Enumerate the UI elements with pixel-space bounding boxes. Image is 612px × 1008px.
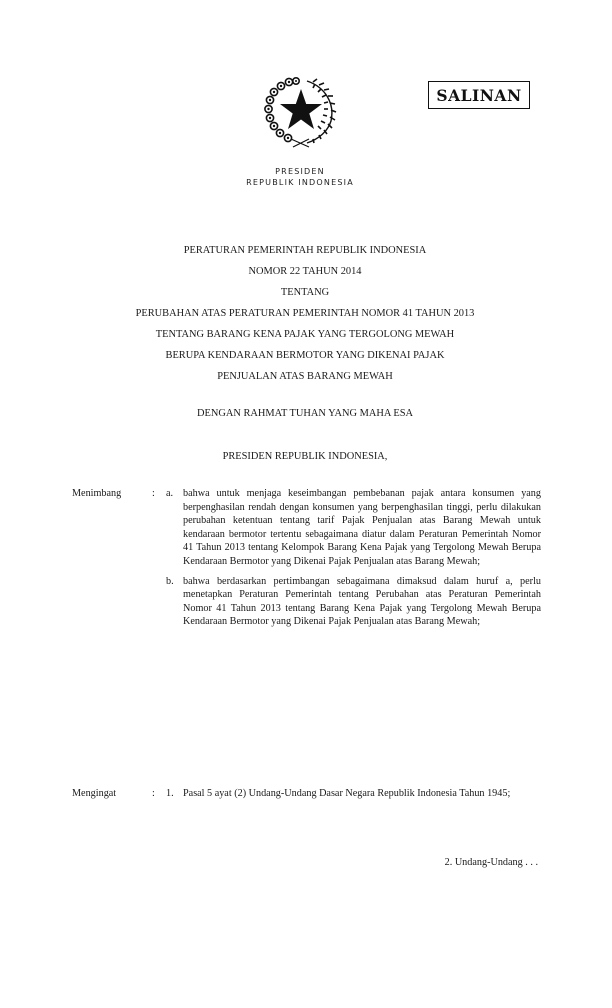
consideration-item [72, 487, 542, 569]
emblem-caption-republik: REPUBLIK INDONESIA [246, 178, 354, 187]
regulation-title [60, 240, 550, 387]
page-continuation: 2. Undang-Undang . . . [444, 857, 538, 868]
mengingat-section [72, 787, 542, 801]
title-line: TENTANG BARANG KENA PAJAK YANG TERGOLONG MEWAH [155, 329, 455, 340]
section-label: Mengingat [72, 788, 117, 799]
item-text: bahwa untuk menjaga keseimbangan pembebanan pajak antara konsumen yang berpenghasilan rendah dengan konsumen yang berpenghasilan tinggi, perlu dilakukan perubahan ketentuan tentang tarif Pajak Penjualan atas Barang Mewah untuk kendaraan bermotor tertentu sebagaimana diatur dalam Peraturan Pemerintah Nomor 41 Tahun 2013 tentang Kelompok Barang Kena Pajak yang Tergolong Mewah Berupa Kendaraan Bermotor yang Dikenai Pajak Penjualan atas Barang Mewah; [183, 488, 541, 567]
preamble-rahmat: DENGAN RAHMAT TUHAN YANG MAHA ESA [197, 408, 413, 419]
item-text: Pasal 5 ayat (2) Undang-Undang Dasar Negara Republik Indonesia Tahun 1945; [183, 788, 511, 799]
title-line: BERUPA KENDARAAN BERMOTOR YANG DIKENAI PAJAK [165, 350, 445, 361]
preamble-presiden: PRESIDEN REPUBLIK INDONESIA, [222, 451, 388, 462]
title-line: PENJUALAN ATAS BARANG MEWAH [217, 371, 393, 382]
salinan-stamp: SALINAN [428, 81, 530, 109]
menimbang-section [72, 487, 542, 629]
title-line: PERATURAN PEMERINTAH REPUBLIK INDONESIA [183, 245, 427, 256]
title-line: PERUBAHAN ATAS PERATURAN PEMERINTAH NOMOR 41 TAHUN 2013 [135, 308, 475, 319]
item-marker: a. [166, 488, 174, 499]
garuda-star-emblem-icon [263, 73, 339, 149]
emblem-caption-presiden: PRESIDEN [275, 167, 325, 176]
section-label: Menimbang [72, 488, 122, 499]
section-colon: : [152, 788, 155, 799]
item-marker: b. [166, 575, 174, 587]
section-colon: : [152, 488, 155, 499]
consideration-item [72, 575, 542, 629]
item-text: bahwa berdasarkan pertimbangan sebagaimana dimaksud dalam huruf a, perlu menetapkan Peraturan Pemerintah tentang Perubahan atas Peraturan Pemerintah Nomor 41 Tahun 2013 tentang Barang Kena Pajak yang Tergolong Mewah Berupa Kendaraan Bermotor yang Dikenai Pajak Penjualan atas Barang Mewah; [183, 575, 541, 628]
legal-basis-item [72, 787, 542, 801]
title-line: TENTANG [280, 287, 330, 298]
title-line: NOMOR 22 TAHUN 2014 [248, 266, 362, 277]
item-marker: 1. [166, 788, 174, 799]
